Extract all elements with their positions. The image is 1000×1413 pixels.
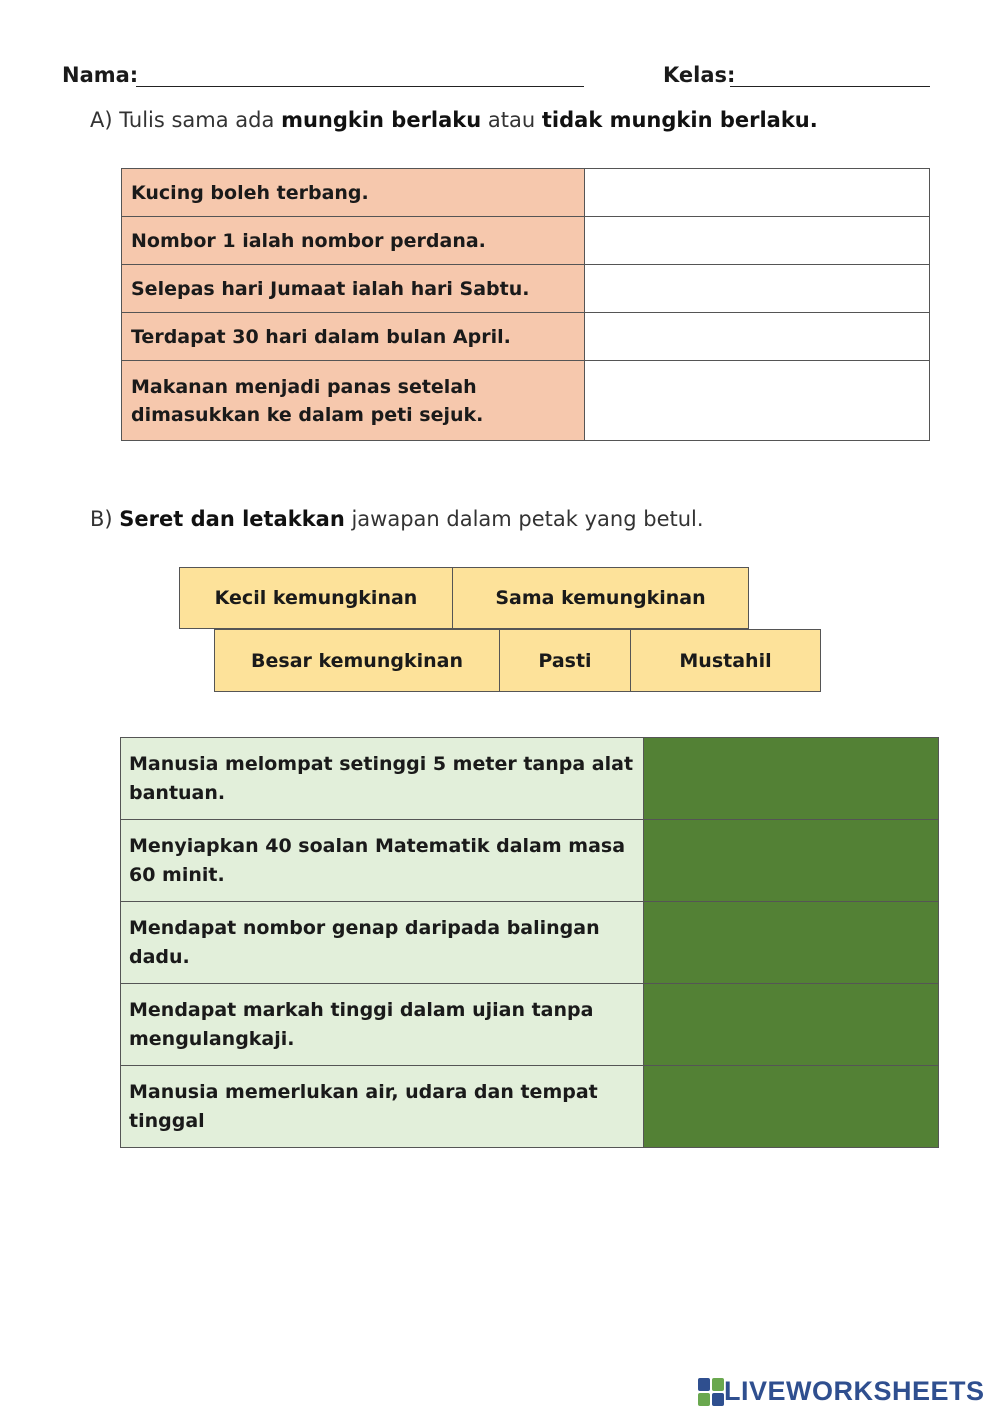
table-row (121, 984, 939, 1066)
drop-zone[interactable] (644, 984, 939, 1066)
drop-zone[interactable] (644, 902, 939, 984)
table-row (121, 820, 939, 902)
drop-zone[interactable] (644, 738, 939, 820)
answer-input[interactable] (585, 265, 930, 313)
section-b-prefix: B) (90, 507, 113, 531)
section-a-instruction (90, 108, 818, 132)
answer-input[interactable] (585, 361, 930, 441)
statement-cell: Terdapat 30 hari dalam bulan April. (122, 313, 585, 361)
table-row (121, 902, 939, 984)
statement-cell: Makanan menjadi panas setelah dimasukkan ke dalam peti sejuk. (122, 361, 585, 441)
drop-zone[interactable] (644, 820, 939, 902)
instruction-text: atau (487, 108, 536, 132)
answer-input[interactable] (585, 313, 930, 361)
statement-cell: Manusia memerlukan air, udara dan tempat tinggal (121, 1066, 644, 1148)
instruction-bold: mungkin berlaku (281, 108, 482, 132)
class-field[interactable] (730, 86, 930, 87)
statement-cell: Mendapat nombor genap daripada balingan dadu. (121, 902, 644, 984)
section-b-instruction (90, 507, 704, 531)
table-row (122, 265, 930, 313)
table-row (122, 313, 930, 361)
name-label: Nama: (62, 63, 139, 87)
chip-kecil-kemungkinan[interactable]: Kecil kemungkinan (179, 567, 453, 629)
statement-cell: Nombor 1 ialah nombor perdana. (122, 217, 585, 265)
chip-pasti[interactable]: Pasti (499, 629, 631, 692)
chip-sama-kemungkinan[interactable]: Sama kemungkinan (452, 567, 749, 629)
table-a (121, 168, 930, 441)
table-row (121, 738, 939, 820)
instruction-text: jawapan dalam petak yang betul. (351, 507, 704, 531)
liveworksheets-logo (698, 1376, 985, 1407)
table-b (120, 737, 939, 1148)
table-row (122, 361, 930, 441)
answer-input[interactable] (585, 217, 930, 265)
chip-mustahil[interactable]: Mustahil (630, 629, 821, 692)
statement-cell: Selepas hari Jumaat ialah hari Sabtu. (122, 265, 585, 313)
liveworksheets-logo-icon (698, 1378, 724, 1406)
class-label: Kelas: (663, 63, 736, 87)
statement-cell: Kucing boleh terbang. (122, 169, 585, 217)
table-row (121, 1066, 939, 1148)
name-field[interactable] (136, 86, 584, 87)
table-row (122, 217, 930, 265)
section-a-prefix: A) (90, 108, 113, 132)
logo-text: LIVEWORKSHEETS (724, 1376, 985, 1406)
instruction-bold: tidak mungkin berlaku. (541, 108, 818, 132)
statement-cell: Manusia melompat setinggi 5 meter tanpa alat bantuan. (121, 738, 644, 820)
instruction-text: Tulis sama ada (119, 108, 275, 132)
statement-cell: Mendapat markah tinggi dalam ujian tanpa mengulangkaji. (121, 984, 644, 1066)
instruction-bold: Seret dan letakkan (119, 507, 345, 531)
drop-zone[interactable] (644, 1066, 939, 1148)
answer-input[interactable] (585, 169, 930, 217)
statement-cell: Menyiapkan 40 soalan Matematik dalam masa 60 minit. (121, 820, 644, 902)
chip-besar-kemungkinan[interactable]: Besar kemungkinan (214, 629, 500, 692)
table-row (122, 169, 930, 217)
